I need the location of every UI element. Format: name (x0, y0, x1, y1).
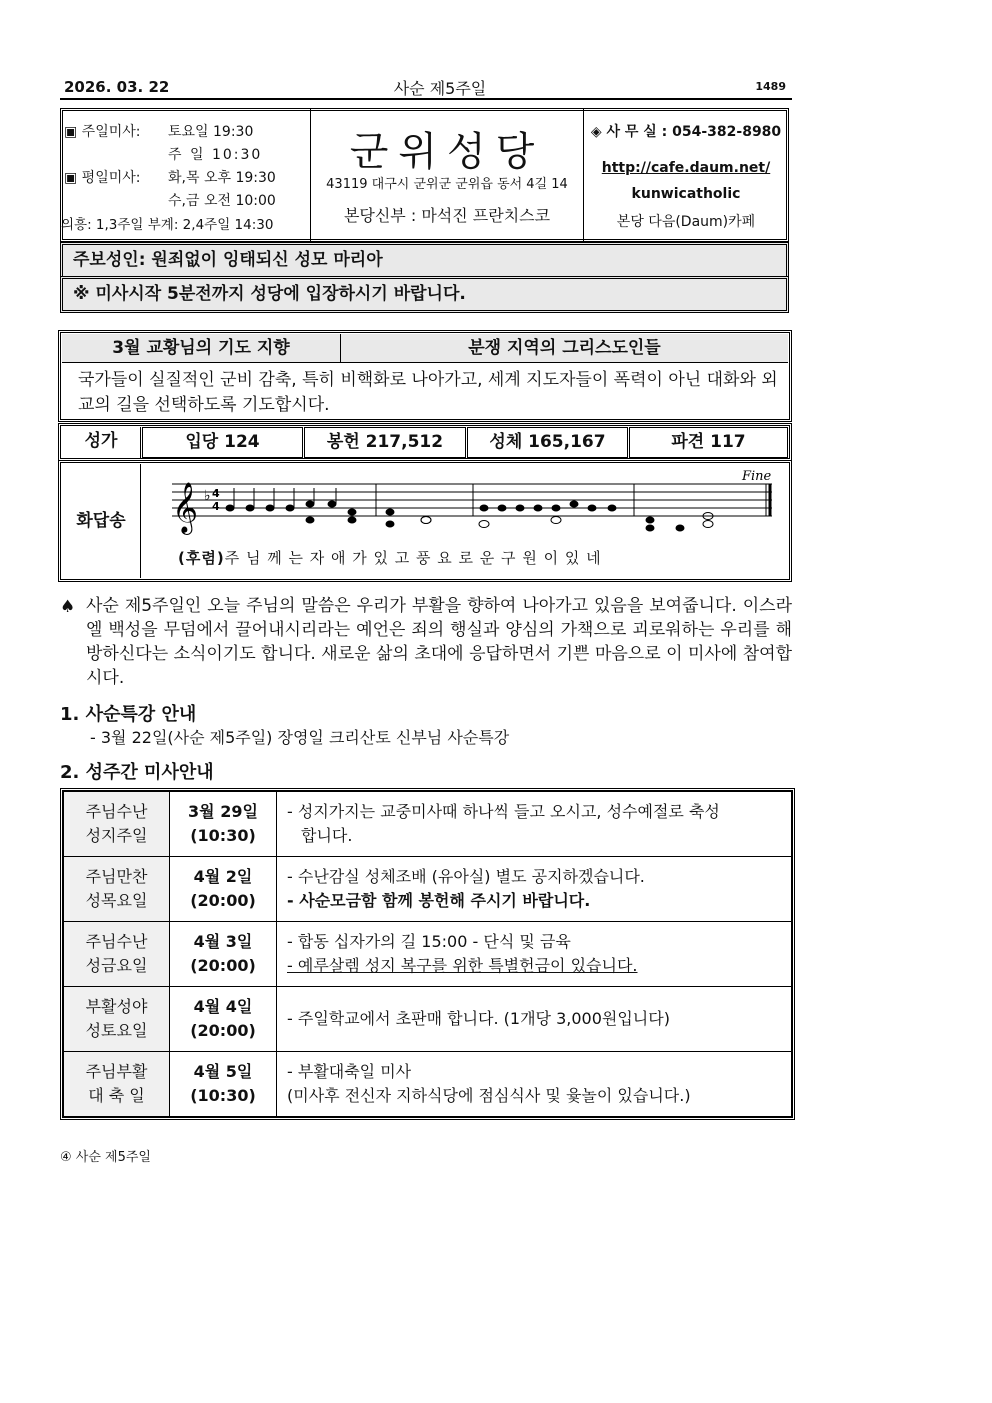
day-cell (64, 857, 170, 922)
hymn-entrance: 입당 124 (142, 427, 303, 458)
day-cell (64, 792, 170, 857)
sunday-mass-time-1: 토요일 19:30 (168, 124, 254, 140)
bulletin-week-title: 사순 제5주일 (393, 79, 487, 98)
office-phone: ◈ 사 무 실 : 054-382-8980 (590, 124, 782, 140)
table-row (64, 792, 792, 857)
table-row (64, 922, 792, 987)
desc-line: - 성지가지는 교중미사때 하나씩 들고 오시고, 성수예절로 축성 (287, 802, 720, 821)
hymn-label: 성가 (62, 427, 141, 458)
responsorial-label: 화답송 (62, 464, 141, 578)
desc-cell (277, 987, 792, 1052)
bulletin-date: 2026. 03. 22 (64, 78, 170, 96)
day-cell (64, 1052, 170, 1117)
spade-icon: ♠ (60, 597, 76, 617)
weekday-mass-time-1: 화,목 오후 19:30 (168, 170, 276, 186)
day-line: 부활성야 (85, 997, 148, 1016)
time-line: (20:00) (190, 956, 256, 975)
desc-line: 합니다. (301, 826, 353, 845)
pastor-name: 본당신부 : 마석진 프란치스코 (343, 206, 551, 225)
table-row (64, 987, 792, 1052)
page-footer: ④ 사순 제5주일 (60, 1150, 151, 1165)
date-line: 4월 2일 (193, 867, 253, 886)
time-line: (20:00) (190, 1021, 256, 1040)
church-name: 군위성당 (349, 129, 545, 175)
bulletin-issue-number: 1489 (755, 80, 786, 93)
intention-theme: 분쟁 지역의 그리스도인들 (341, 334, 788, 363)
date-cell (170, 792, 277, 857)
day-line: 성목요일 (85, 891, 148, 910)
date-cell (170, 987, 277, 1052)
fine-marking: Fine (742, 469, 772, 484)
desc-line: - 주일학교에서 초판매 합니다. (1개당 3,000원입니다) (287, 1009, 670, 1028)
cafe-id: kunwicatholic (631, 186, 741, 202)
time-line: (10:30) (190, 1086, 256, 1105)
weekday-mass-label: ▣ 평일미사: (64, 170, 141, 186)
responsorial-lyrics (178, 547, 602, 568)
desc-cell (277, 922, 792, 987)
desc-line: - 부활대축일 미사 (287, 1062, 412, 1081)
day-cell (64, 922, 170, 987)
date-line: 4월 5일 (193, 1062, 253, 1081)
hymn-communion: 성체 165,167 (467, 427, 628, 458)
date-cell (170, 857, 277, 922)
section1-item: - 3월 22일(사순 제5주일) 장영일 크리산토 신부님 사순특강 (90, 728, 510, 747)
mission-mass-times: 의흥: 1,3주일 부계: 2,4주일 14:30 (61, 217, 274, 233)
patron-saint-band: 주보성인: 원죄없이 잉태되신 성모 마리아 (60, 242, 789, 279)
day-line: 주님수난 (85, 802, 148, 821)
day-line: 성지주일 (85, 826, 148, 845)
desc-line: - 사순모금함 함께 봉헌해 주시기 바랍니다. (287, 891, 591, 910)
cafe-label: 본당 다음(Daum)카페 (616, 214, 756, 230)
day-line: 성토요일 (85, 1021, 148, 1040)
day-line: 성금요일 (85, 956, 148, 975)
time-line: (20:00) (190, 891, 256, 910)
treble-clef-icon: 𝄞 (172, 482, 199, 533)
hymn-recessional: 파견 117 (629, 427, 788, 458)
flat-icon: ♭ (204, 488, 211, 504)
weekday-mass-time-2: 수,금 오전 10:00 (168, 193, 276, 209)
mass-times (61, 112, 310, 240)
section1-title: 1. 사순특강 안내 (60, 704, 197, 725)
desc-line: - 합동 십자가의 길 15:00 - 단식 및 금육 (287, 932, 571, 951)
date-line: 4월 4일 (193, 997, 253, 1016)
sunday-mass-time-2: 주 일 10:30 (168, 147, 263, 163)
sunday-mass-label: ▣ 주일미사: (64, 124, 141, 140)
desc-cell (277, 792, 792, 857)
intention-heading: 3월 교황님의 기도 지향 (62, 334, 341, 363)
date-line: 4월 3일 (193, 932, 253, 951)
cafe-url-link[interactable]: http://cafe.daum.net/ (601, 160, 771, 176)
hymn-offertory: 봉헌 217,512 (304, 427, 466, 458)
desc-cell (277, 1052, 792, 1117)
date-cell (170, 1052, 277, 1117)
refrain-label: (후렴) (178, 549, 225, 567)
svg-text:4: 4 (212, 500, 220, 513)
church-address: 43119 대구시 군위군 군위읍 동서 4길 14 (326, 177, 568, 192)
intention-text: 국가들이 실질적인 군비 감축, 특히 비핵화로 나아가고, 세계 지도자들이 폭력이 아닌 대화와 외교의 길을 선택하도록 기도합시다. (78, 370, 778, 415)
header-divider-left (310, 108, 311, 242)
intro-paragraph: 사순 제5주일인 오늘 주님의 말씀은 우리가 부활을 향하여 나아가고 있음을 보여줍니다. 이스라엘 백성을 무덤에서 끌어내시리라는 예언은 죄의 행실과 양심의 가책으로 괴로워하는 우리를 해방하신다는 소식이기도 합니다. 새로운 삶의 초대에 응답하면서 기쁜 마음으로 이 미사에 참여합시다. (86, 596, 792, 688)
day-cell (64, 987, 170, 1052)
mass-notice-band: ※ 미사시작 5분전까지 성당에 입장하시기 바랍니다. (60, 276, 789, 313)
desc-line: - 수난감실 성체조배 (유아실) 별도 공지하겠습니다. (287, 867, 645, 886)
section2-title: 2. 성주간 미사안내 (60, 762, 214, 783)
time-line: (10:30) (190, 826, 256, 845)
desc-line: (미사후 전신자 지하식당에 점심식사 및 윷놀이 있습니다.) (287, 1086, 691, 1105)
holy-week-table (60, 788, 795, 1120)
date-cell (170, 922, 277, 987)
day-line: 주님만찬 (85, 867, 148, 886)
day-line: 주님수난 (85, 932, 148, 951)
day-line: 대 축 일 (88, 1086, 145, 1105)
date-line: 3월 29일 (188, 802, 258, 821)
header-divider-right (583, 108, 584, 242)
day-line: 주님부활 (85, 1062, 148, 1081)
svg-text:4: 4 (212, 487, 220, 500)
table-row (64, 1052, 792, 1117)
lyrics-text: 주 님 께 는 자 애 가 있 고 풍 요 로 운 구 원 이 있 네 (224, 549, 602, 567)
top-divider (60, 98, 792, 100)
desc-cell (277, 857, 792, 922)
table-row (64, 857, 792, 922)
music-score (142, 464, 788, 548)
desc-line: - 예루살렘 성지 복구를 위한 특별헌금이 있습니다. (287, 956, 638, 975)
